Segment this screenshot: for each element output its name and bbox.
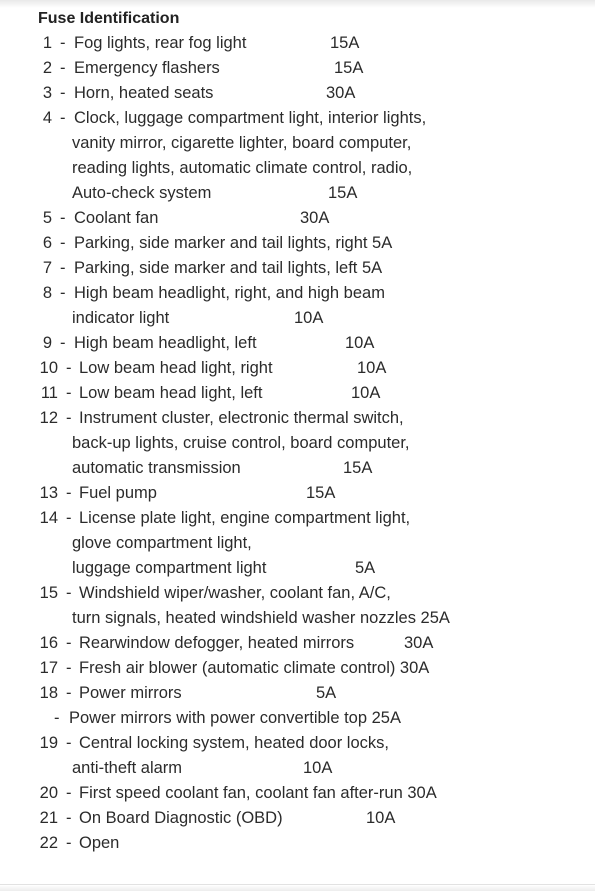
fuse-description: Fuel pump <box>79 484 157 502</box>
fuse-amperage: 10A <box>345 334 375 352</box>
fuse-description: luggage compartment light <box>72 559 267 577</box>
fuse-number: 2 <box>42 59 52 77</box>
separator-dash: - <box>66 784 72 802</box>
fuse-description: Instrument cluster, electronic thermal switch, <box>79 409 404 427</box>
fuse-description: turn signals, heated windshield washer nozzles 25A <box>72 609 450 627</box>
fuse-amperage: 30A <box>326 84 356 102</box>
fuse-description: Central locking system, heated door locks, <box>79 734 389 752</box>
fuse-description: Low beam head light, right <box>79 359 273 377</box>
fuse-number: 21 <box>39 809 58 827</box>
fuse-description: Horn, heated seats <box>74 84 214 102</box>
fuse-number: 18 <box>39 684 58 702</box>
fuse-amperage: 5A <box>316 684 337 702</box>
fuse-amperage: 15A <box>330 34 360 52</box>
fuse-description: Low beam head light, left <box>79 384 263 402</box>
separator-dash: - <box>66 484 72 502</box>
separator-dash: - <box>60 259 66 277</box>
separator-dash: - <box>54 709 60 727</box>
separator-dash: - <box>60 109 66 127</box>
fuse-description: On Board Diagnostic (OBD) <box>79 809 283 827</box>
fuse-number: 15 <box>39 584 58 602</box>
fuse-number: 16 <box>39 634 58 652</box>
fuse-description: Coolant fan <box>74 209 159 227</box>
fuse-description: anti-theft alarm <box>72 759 183 777</box>
fuse-number: 22 <box>39 834 58 852</box>
separator-dash: - <box>60 234 66 252</box>
separator-dash: - <box>66 659 72 677</box>
separator-dash: - <box>66 634 72 652</box>
fuse-description: vanity mirror, cigarette lighter, board computer, <box>72 134 412 152</box>
separator-dash: - <box>66 734 72 752</box>
page-title: Fuse Identification <box>38 10 180 27</box>
fuse-description: Fog lights, rear fog light <box>74 34 247 52</box>
fuse-amperage: 5A <box>355 559 376 577</box>
fuse-number: 13 <box>39 484 58 502</box>
top-shadow <box>0 0 595 8</box>
separator-dash: - <box>66 359 72 377</box>
fuse-number: 4 <box>42 109 52 127</box>
fuse-amperage: 15A <box>328 184 358 202</box>
fuse-number: 12 <box>39 409 58 427</box>
fuse-number: 6 <box>42 234 52 252</box>
fuse-description: Rearwindow defogger, heated mirrors <box>79 634 355 652</box>
separator-dash: - <box>60 334 66 352</box>
fuse-description: Emergency flashers <box>74 59 220 77</box>
separator-dash: - <box>66 584 72 602</box>
fuse-description: reading lights, automatic climate control, radio, <box>72 159 413 177</box>
fuse-description: Windshield wiper/washer, coolant fan, A/C, <box>79 584 391 602</box>
fuse-description: Clock, luggage compartment light, interior lights, <box>74 109 427 127</box>
fuse-number: 17 <box>39 659 58 677</box>
fuse-number: 8 <box>42 284 52 302</box>
separator-dash: - <box>66 509 72 527</box>
fuse-amperage: 15A <box>334 59 364 77</box>
fuse-description: High beam headlight, left <box>74 334 257 352</box>
fuse-amperage: 10A <box>351 384 381 402</box>
fuse-number: 5 <box>42 209 52 227</box>
fuse-description: indicator light <box>72 309 170 327</box>
fuse-description: High beam headlight, right, and high beam <box>74 284 385 302</box>
fuse-number: 7 <box>42 259 52 277</box>
fuse-amperage: 15A <box>306 484 336 502</box>
fuse-description: Parking, side marker and tail lights, right 5A <box>74 234 393 252</box>
fuse-number: 20 <box>39 784 58 802</box>
fuse-amperage: 15A <box>343 459 373 477</box>
fuse-description: back-up lights, cruise control, board computer, <box>72 434 410 452</box>
separator-dash: - <box>66 809 72 827</box>
fuse-description: automatic transmission <box>72 459 241 477</box>
separator-dash: - <box>60 84 66 102</box>
fuse-description: Power mirrors with power convertible top 25A <box>69 709 401 727</box>
separator-dash: - <box>66 684 72 702</box>
fuse-description: Power mirrors <box>79 684 182 702</box>
fuse-description: glove compartment light, <box>72 534 252 552</box>
fuse-amperage: 10A <box>303 759 333 777</box>
fuse-number: 10 <box>39 359 58 377</box>
fuse-amperage: 10A <box>366 809 396 827</box>
fuse-amperage: 10A <box>294 309 324 327</box>
fuse-number: 11 <box>40 384 58 402</box>
fuse-description: Open <box>79 834 120 852</box>
separator-dash: - <box>60 284 66 302</box>
separator-dash: - <box>60 34 66 52</box>
fuse-amperage: 30A <box>404 634 434 652</box>
fuse-amperage: 30A <box>300 209 330 227</box>
separator-dash: - <box>60 59 66 77</box>
separator-dash: - <box>66 384 72 402</box>
fuse-number: 14 <box>39 509 58 527</box>
separator-dash: - <box>66 834 72 852</box>
fuse-number: 1 <box>42 34 52 52</box>
separator-dash: - <box>60 209 66 227</box>
fuse-description: First speed coolant fan, coolant fan after-run 30A <box>79 784 437 802</box>
fuse-description: Fresh air blower (automatic climate control) 30A <box>79 659 430 677</box>
fuse-description: Auto-check system <box>72 184 212 202</box>
fuse-number: 19 <box>39 734 58 752</box>
fuse-number: 3 <box>42 84 52 102</box>
fuse-number: 9 <box>42 334 52 352</box>
fuse-amperage: 10A <box>357 359 387 377</box>
separator-dash: - <box>66 409 72 427</box>
fuse-description: License plate light, engine compartment light, <box>79 509 411 527</box>
fuse-description: Parking, side marker and tail lights, left 5A <box>74 259 383 277</box>
